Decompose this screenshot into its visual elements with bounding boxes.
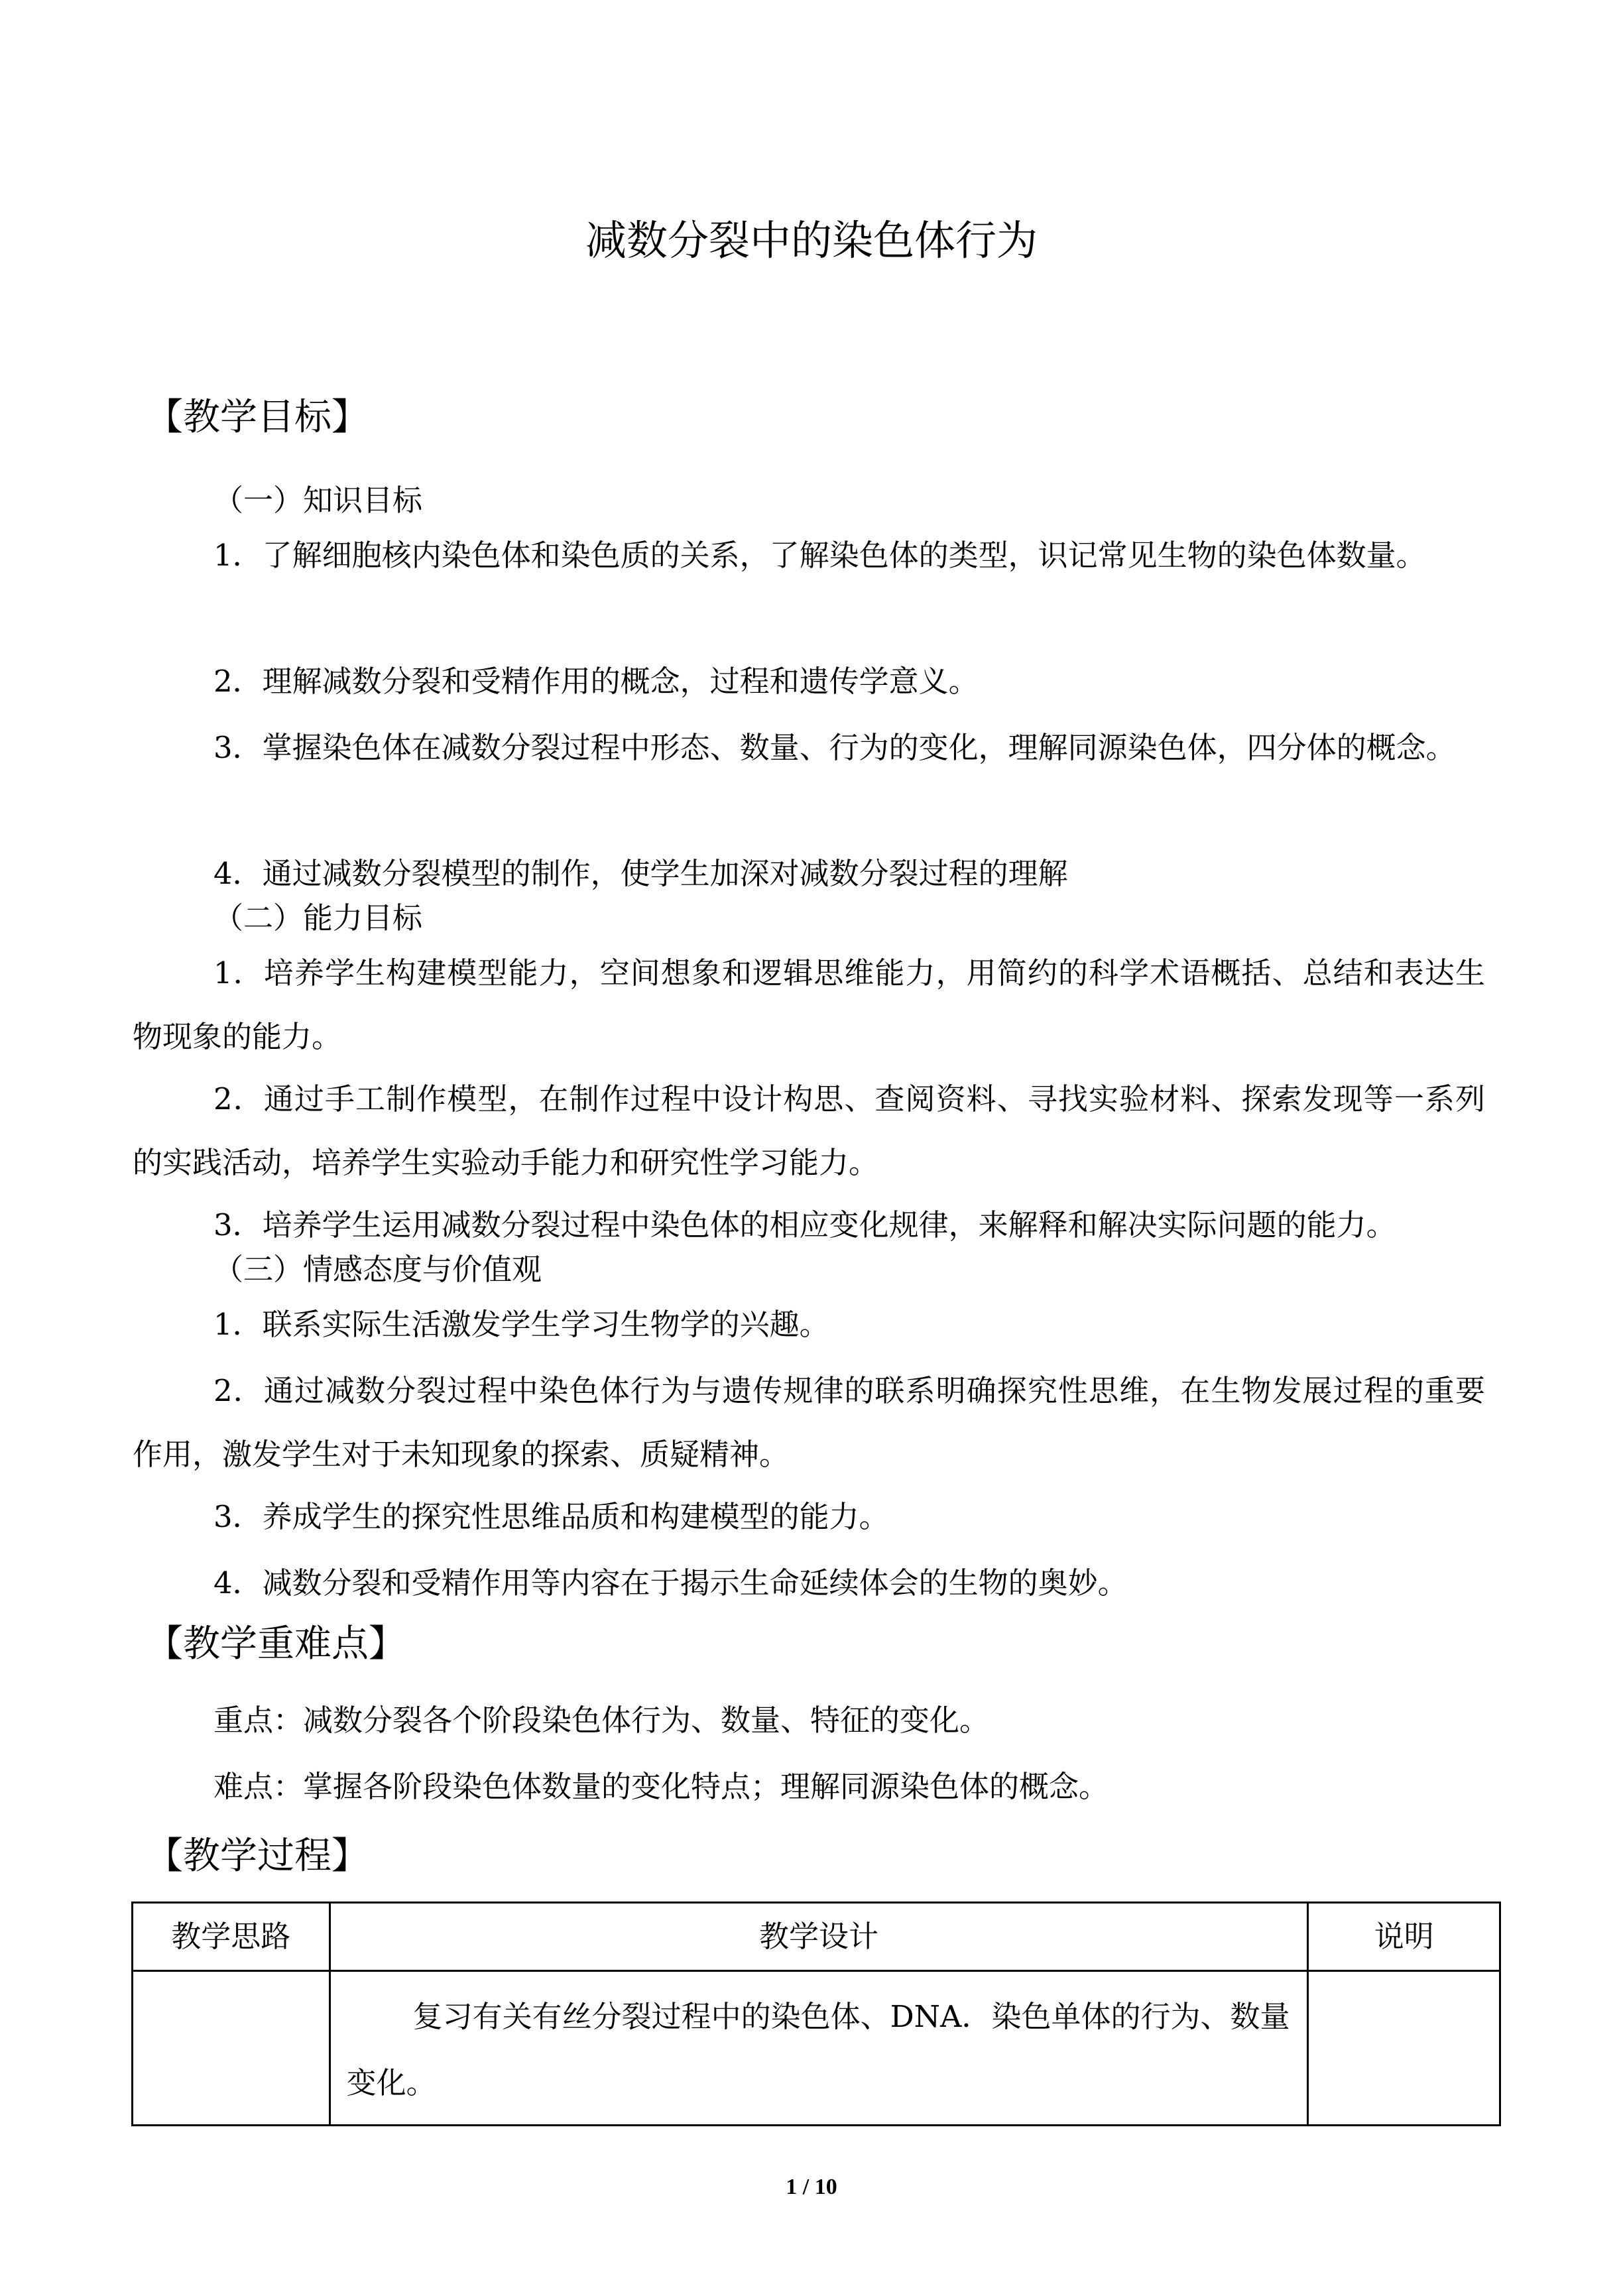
teaching-process-table: [131, 1902, 1501, 2126]
table-header-design: 教学设计: [330, 1903, 1308, 1971]
section-heading-objectives: 【教学目标】: [146, 396, 369, 439]
table-header-row: [133, 1903, 1500, 1971]
attitude-item-4: 4．减数分裂和受精作用等内容在于揭示生命延续体会的生物的奥妙。: [213, 1565, 1128, 1601]
knowledge-item-2: 2．理解减数分裂和受精作用的概念，过程和遗传学意义。: [213, 664, 979, 699]
page-number: 1 / 10: [786, 2175, 837, 2199]
table-cell-idea: [133, 1971, 330, 2126]
section-heading-process: 【教学过程】: [146, 1835, 369, 1878]
design-text: 复习有关有丝分裂过程中的染色体、DNA．染色单体的行为、数量变化。: [346, 1999, 1290, 2100]
ability-item-1: 1．培养学生构建模型能力，空间想象和逻辑思维能力，用简约的科学术语概括、总结和表达生物现象的能力。: [133, 955, 1485, 1054]
attitude-item-3: 3．养成学生的探究性思维品质和构建模型的能力。: [213, 1499, 889, 1534]
knowledge-item-3: 3．掌握染色体在减数分裂过程中形态、数量、行为的变化，理解同源染色体，四分体的概念。: [213, 730, 1456, 765]
table-cell-note: [1308, 1971, 1500, 2126]
table-row: [133, 1971, 1500, 2126]
table-header-idea: 教学思路: [133, 1903, 330, 1971]
section-heading-key-points: 【教学重难点】: [146, 1622, 406, 1665]
difficult-point-text: 难点：掌握各阶段染色体数量的变化特点；理解同源染色体的概念。: [213, 1769, 1109, 1804]
table-cell-design: [330, 1971, 1308, 2126]
attitude-item-1: 1．联系实际生活激发学生学习生物学的兴趣。: [213, 1307, 829, 1342]
knowledge-heading: （一）知识目标: [213, 483, 423, 518]
ability-item-3: 3．培养学生运用减数分裂过程中染色体的相应变化规律，来解释和解决实际问题的能力。: [213, 1207, 1396, 1242]
page-title: 减数分裂中的染色体行为: [585, 216, 1038, 265]
ability-item-2: 2．通过手工制作模型，在制作过程中设计构思、查阅资料、寻找实验材料、探索发现等一系列的实践活动，培养学生实验动手能力和研究性学习能力。: [133, 1081, 1485, 1180]
attitude-heading: （三）情感态度与价值观: [213, 1252, 542, 1287]
knowledge-item-4: 4．通过减数分裂模型的制作，使学生加深对减数分裂过程的理解: [213, 856, 1068, 891]
knowledge-item-1: 1．了解细胞核内染色体和染色质的关系，了解染色体的类型，识记常见生物的染色体数量。: [213, 538, 1426, 573]
ability-heading: （二）能力目标: [213, 900, 423, 936]
table-header-note: 说明: [1308, 1903, 1500, 1971]
key-point-text: 重点：减数分裂各个阶段染色体行为、数量、特征的变化。: [213, 1703, 990, 1738]
attitude-item-2: 2．通过减数分裂过程中染色体行为与遗传规律的联系明确探究性思维，在生物发展过程的重要作用，激发学生对于未知现象的探索、质疑精神。: [133, 1373, 1485, 1472]
